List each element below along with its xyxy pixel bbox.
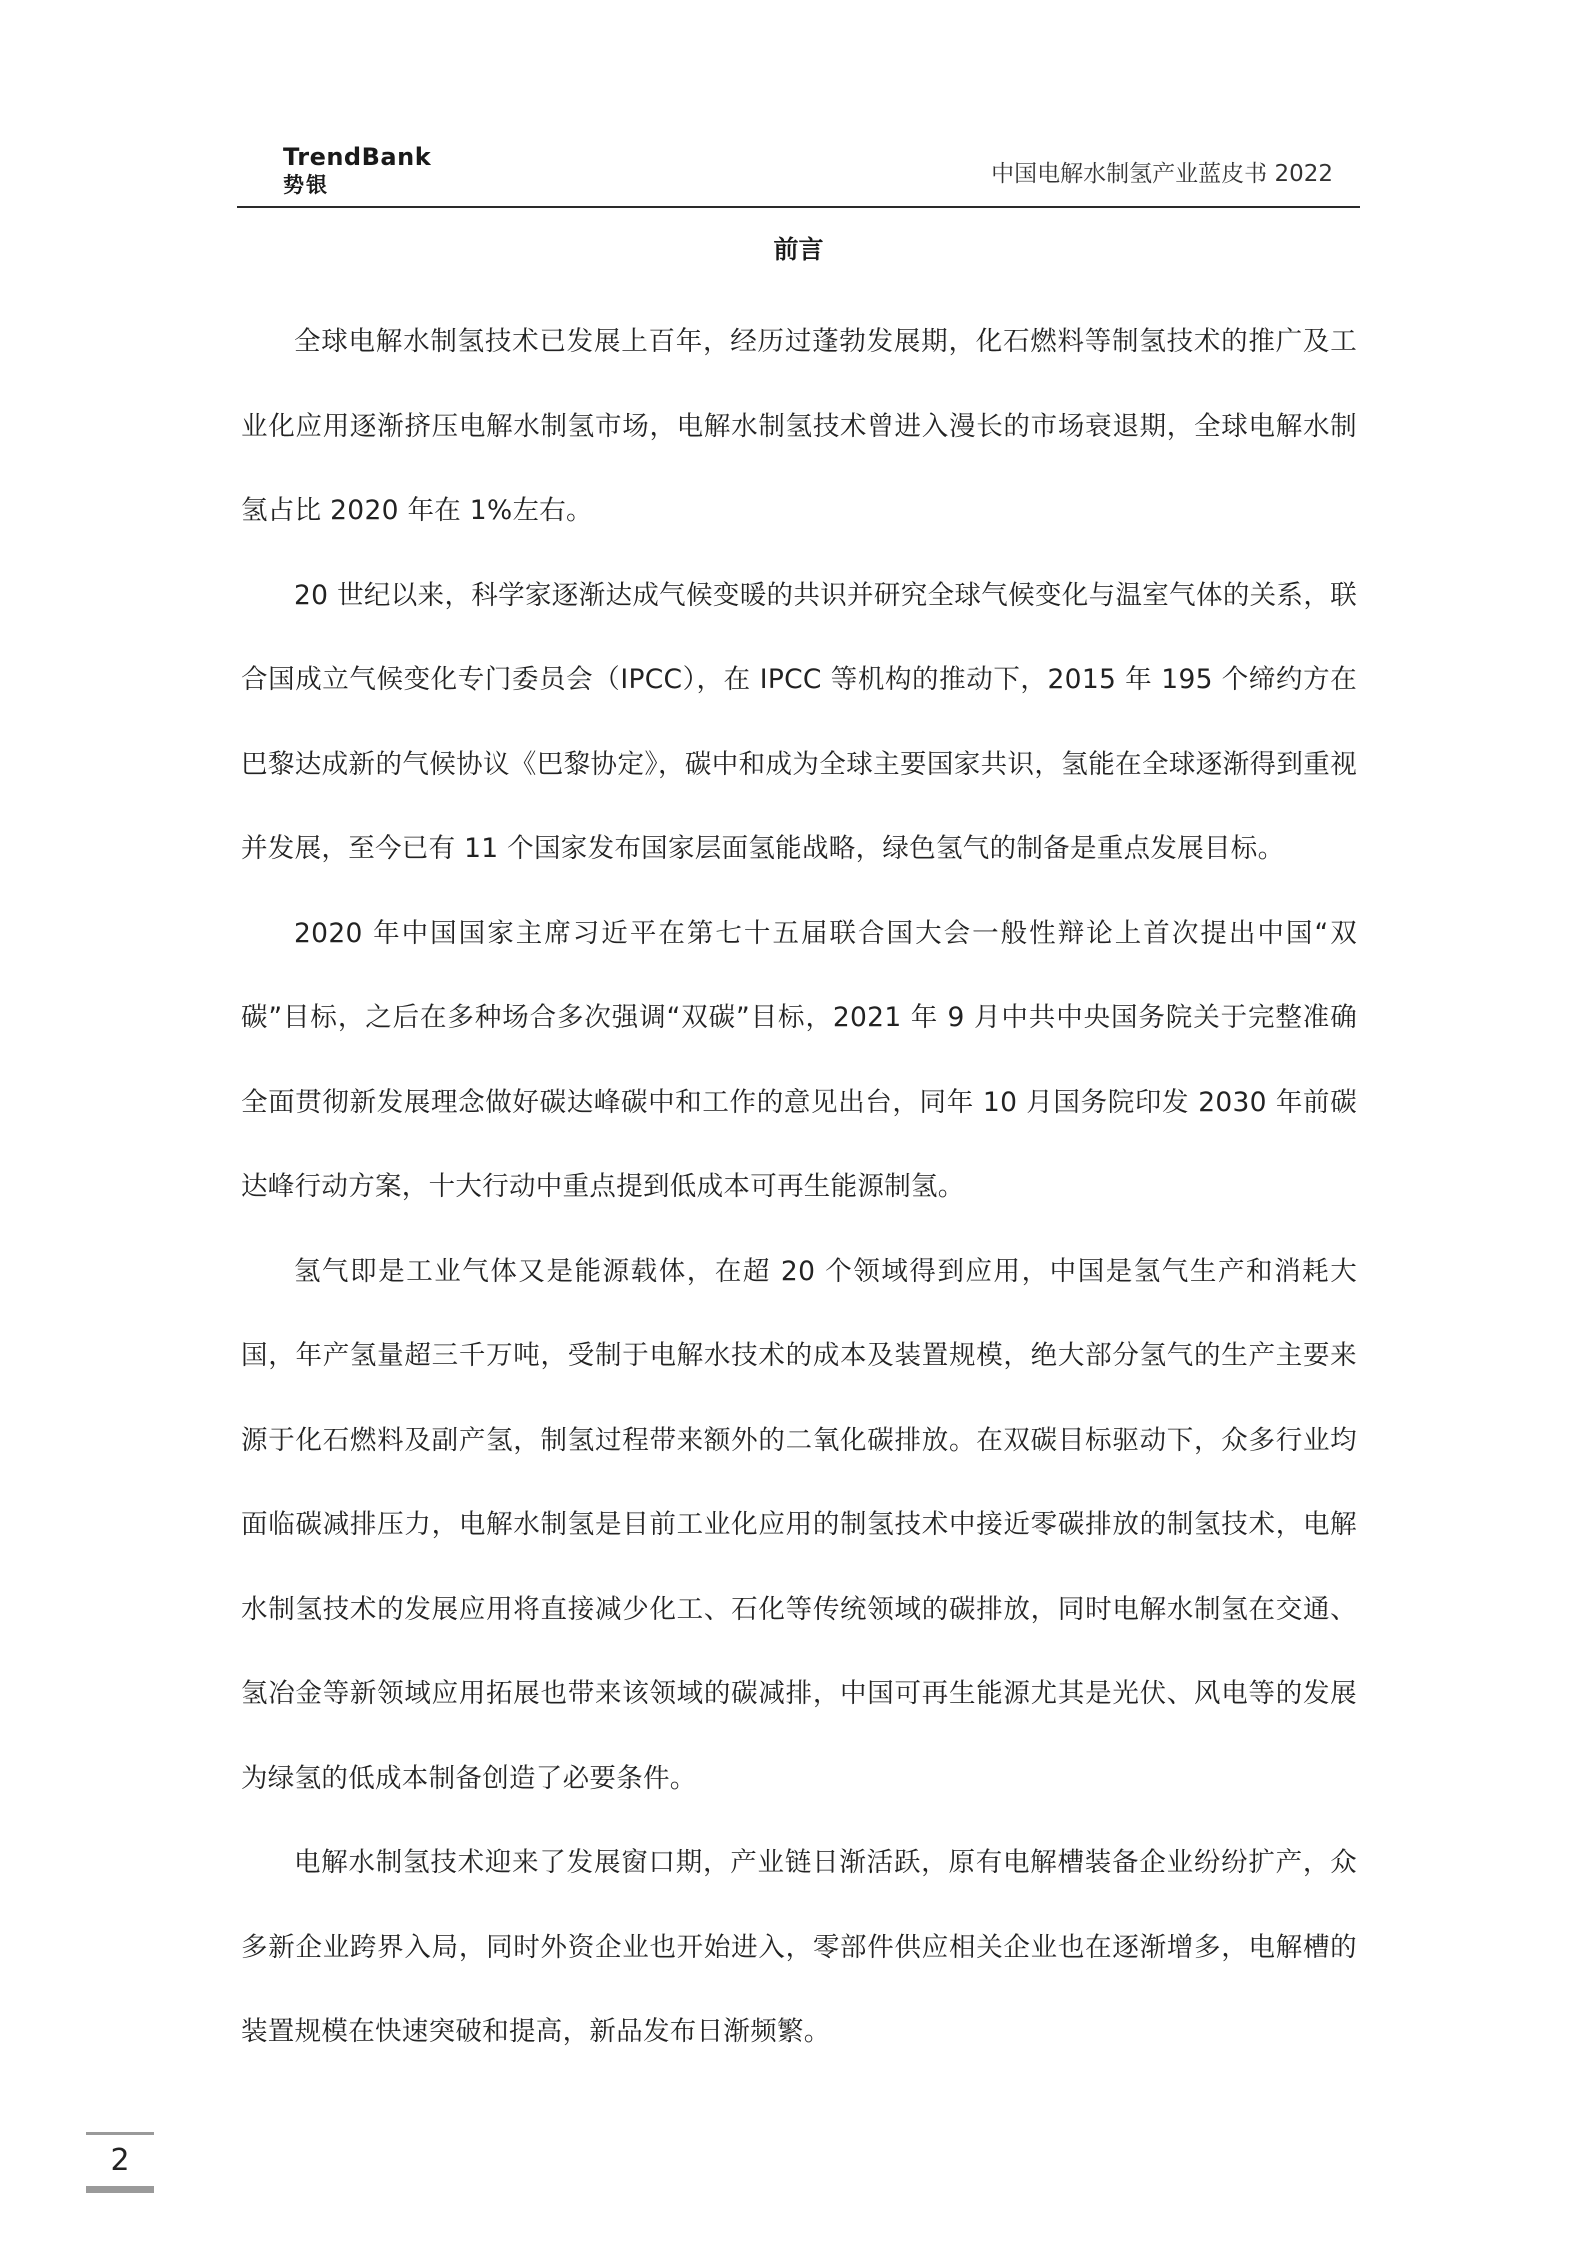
logo-wordmark-cn: 势银: [283, 173, 329, 197]
footer-divider-bottom: [86, 2186, 154, 2193]
header-divider: [237, 206, 1360, 208]
paragraph-5: 电解水制氢技术迎来了发展窗口期，产业链日渐活跃，原有电解槽装备企业纷纷扩产，众多新企业跨界入局，同时外资企业也开始进入，零部件供应相关企业也在逐渐增多，电解槽的装置规模在快速突破和提高，新品发布日渐频繁。: [241, 1847, 1357, 2047]
page-number: 2: [110, 2143, 130, 2178]
logo-wordmark-en: TrendBank: [283, 143, 432, 171]
paragraph-1: 全球电解水制氢技术已发展上百年，经历过蓬勃发展期，化石燃料等制氢技术的推广及工业化应用逐渐挤压电解水制氢市场，电解水制氢技术曾进入漫长的市场衰退期，全球电解水制氢占比 2020 年在 1%左右。: [241, 326, 1357, 526]
footer-divider-top: [86, 2132, 154, 2135]
paragraph-2: 20 世纪以来，科学家逐渐达成气候变暖的共识并研究全球气候变化与温室气体的关系，联合国成立气候变化专门委员会（IPCC），在 IPCC 等机构的推动下，2015 年 195 个缔约方在巴黎达成新的气候协议《巴黎协定》，碳中和成为全球主要国家共识，氢能在全球逐渐得到重视并发展，至今已有 11 个国家发布国家层面氢能战略，绿色氢气的制备是重点发展目标。: [241, 579, 1357, 864]
paragraph-3: 2020 年中国国家主席习近平在第七十五届联合国大会一般性辩论上首次提出中国“双碳”目标，之后在多种场合多次强调“双碳”目标，2021 年 9 月中共中央国务院关于完整准确全面贯彻新发展理念做好碳达峰碳中和工作的意见出台，同年 10 月国务院印发 2030 年前碳达峰行动方案，十大行动中重点提到低成本可再生能源制氢。: [241, 917, 1357, 1202]
body-text: [241, 300, 1357, 2075]
document-title: 中国电解水制氢产业蓝皮书 2022: [991, 161, 1333, 187]
paragraph-4: 氢气即是工业气体又是能源载体，在超 20 个领域得到应用，中国是氢气生产和消耗大国，年产氢量超三千万吨，受制于电解水技术的成本及装置规模，绝大部分氢气的生产主要来源于化石燃料及副产氢，制氢过程带来额外的二氧化碳排放。在双碳目标驱动下，众多行业均面临碳减排压力，电解水制氢是目前工业化应用的制氢技术中接近零碳排放的制氢技术，电解水制氢技术的发展应用将直接减少化工、石化等传统领域的碳排放，同时电解水制氢在交通、氢冶金等新领域应用拓展也带来该领域的碳减排，中国可再生能源尤其是光伏、风电等的发展为绿氢的低成本制备创造了必要条件。: [241, 1255, 1357, 1794]
trendbank-logo: [283, 142, 523, 198]
section-title: 前言: [773, 235, 824, 264]
